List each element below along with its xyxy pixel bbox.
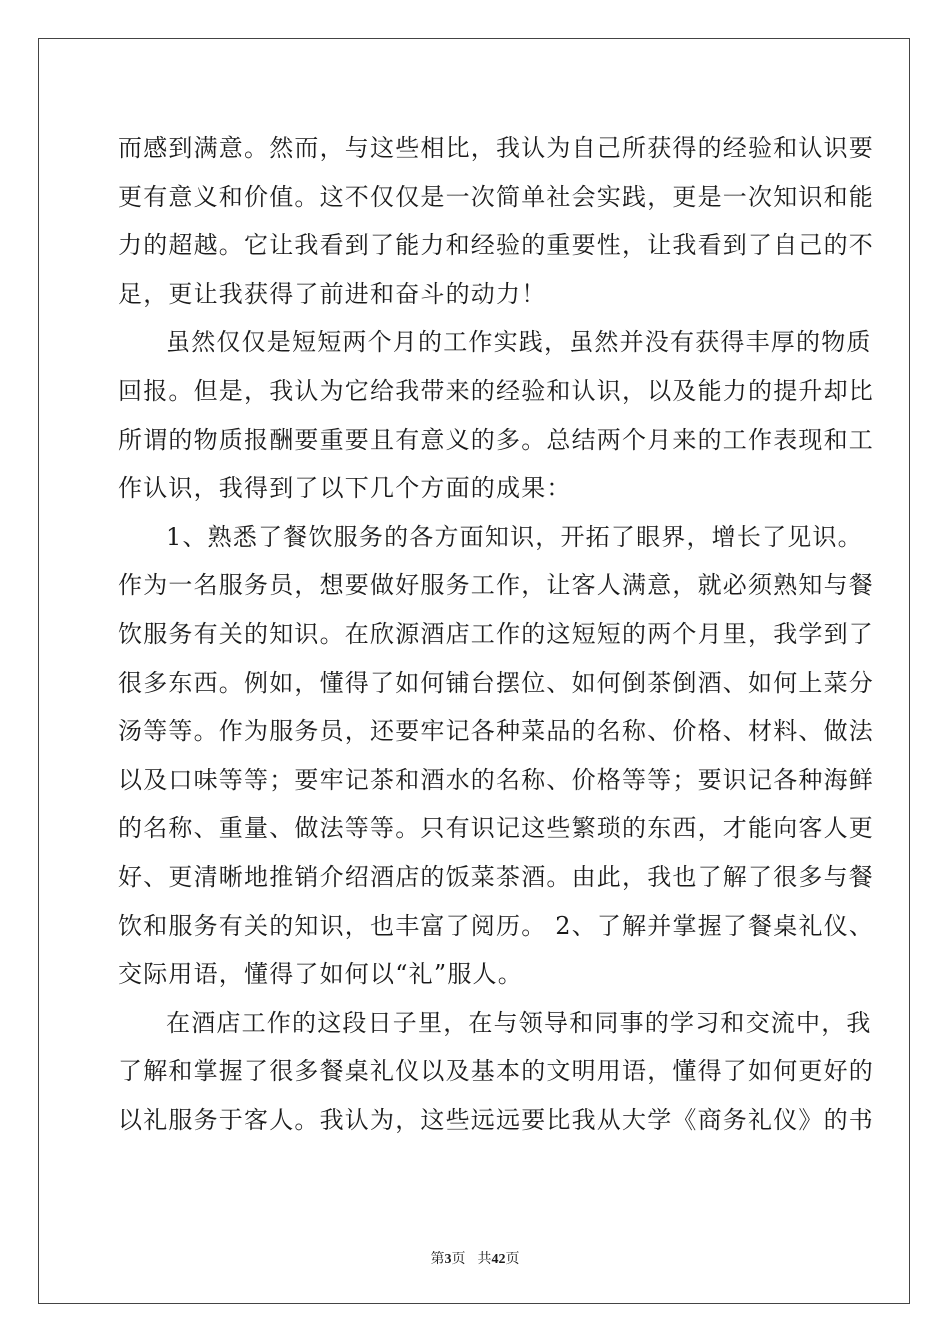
paragraph-first-line: 虽然仅仅是短短两个月的工作实践，虽然并没有获得丰厚的物质 xyxy=(166,328,872,357)
text-line: 饮和服务有关的知识，也丰富了阅历。 2、了解并掌握了餐桌礼仪、 xyxy=(118,911,875,940)
text-line: 足，更让我获得了前进和奋斗的动力！ xyxy=(118,279,547,308)
text-line: 力的超越。它让我看到了能力和经验的重要性，让我看到了自己的不 xyxy=(118,231,874,260)
text-line: 很多东西。例如，懂得了如何铺台摆位、如何倒茶倒酒、如何上菜分 xyxy=(118,668,874,697)
page-suffix: 页 xyxy=(451,1252,466,1267)
paragraph-first-line: 在酒店工作的这段日子里，在与领导和同事的学习和交流中，我 xyxy=(166,1008,872,1037)
paragraph-first-line: 1、熟悉了餐饮服务的各方面知识，开拓了眼界，增长了见识。 xyxy=(166,522,863,551)
text-line: 作为一名服务员，想要做好服务工作，让客人满意，就必须熟知与餐 xyxy=(118,571,874,600)
text-line: 作认识，我得到了以下几个方面的成果： xyxy=(118,474,572,503)
text-line: 而感到满意。然而，与这些相比，我认为自己所获得的经验和认识要 xyxy=(118,134,874,162)
text-line: 以礼服务于客人。我认为，这些远远要比我从大学《商务礼仪》的书 xyxy=(118,1105,874,1134)
page-footer xyxy=(0,1248,950,1268)
text-line: 汤等等。作为服务员，还要牢记各种菜品的名称、价格、材料、做法 xyxy=(118,717,874,746)
text-line: 好、更清晰地推销介绍酒店的饭菜茶酒。由此，我也了解了很多与餐 xyxy=(118,862,874,891)
page-number: 3 xyxy=(444,1252,452,1267)
total-prefix: 共 xyxy=(477,1252,492,1267)
text-line: 以及口味等等；要牢记茶和酒水的名称、价格等等；要识记各种海鲜 xyxy=(118,765,874,794)
page-prefix: 第 xyxy=(430,1252,445,1267)
total-suffix: 页 xyxy=(505,1252,520,1267)
text-line: 饮服务有关的知识。在欣源酒店工作的这短短的两个月里，我学到了 xyxy=(118,619,874,648)
text-line: 所谓的物质报酬要重要且有意义的多。总结两个月来的工作表现和工 xyxy=(118,425,874,454)
text-line: 了解和掌握了很多餐桌礼仪以及基本的文明用语，懂得了如何更好的 xyxy=(118,1057,874,1086)
text-line: 更有意义和价值。这不仅仅是一次简单社会实践，更是一次知识和能 xyxy=(118,182,874,211)
text-line: 回报。但是，我认为它给我带来的经验和认识，以及能力的提升却比 xyxy=(118,376,874,405)
document-body xyxy=(118,124,875,1144)
text-line: 的名称、重量、做法等等。只有识记这些繁琐的东西，才能向客人更 xyxy=(118,814,874,843)
total-pages: 42 xyxy=(491,1252,506,1267)
text-line: 交际用语，懂得了如何以“礼”服人。 xyxy=(118,960,523,989)
